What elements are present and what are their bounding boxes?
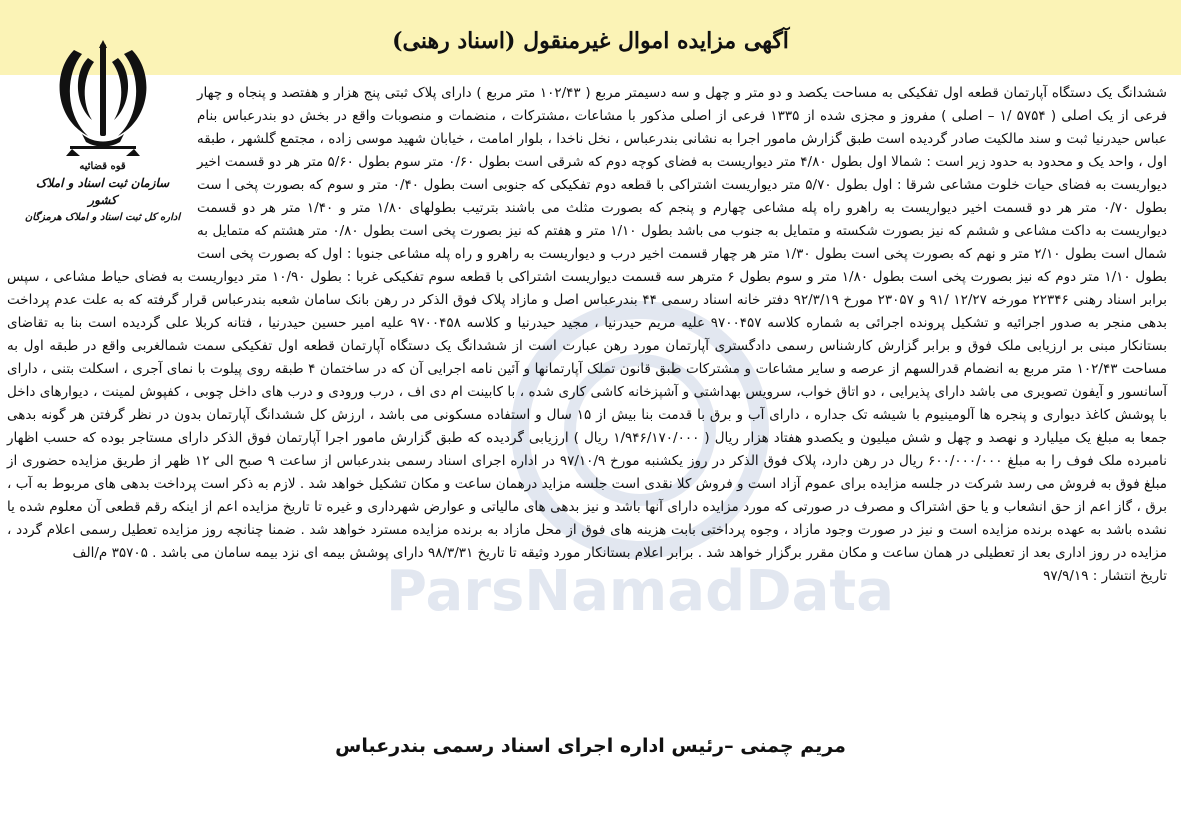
emblem-caption-organization: سازمان ثبت اسناد و املاک کشور [35, 176, 170, 207]
emblem-caption-judiciary: قوه قضائیه [79, 161, 126, 172]
emblem-caption-office: اداره کل ثبت اسناد و املاک هرمزگان [24, 212, 181, 223]
watermark-text: ParsNamadData [386, 559, 894, 624]
notice-title: آگهی مزایده اموال غیرمنقول (اسناد رهنی) [392, 28, 789, 54]
emblem-spacer [7, 82, 197, 260]
notice-body [7, 82, 1167, 712]
notice-paragraph: ششدانگ یک دستگاه آپارتمان قطعه اول تفکیکی به مساحت یکصد و دو متر و چهل و سه دسیمتر مربع ( ۱۰۲/۴۳ متر مربع ) دارای پلاک ثبتی پنج هزار و هفتصد و پنجاه و چهار فرعی از یک اصلی ( ۵۷۵۴ /۱ – اصلی ) مفروز و مجزی شده از ۱۳۳۵ فرعی از اصلی مذکور با مشاعات ،مشترکات ، منضمات و منصوبات واقع در بخش دو بندرعباس بنام عباس حیدرنیا ثبت و سند مالکیت صادر گردیده است طبق گزارش مامور اجرا به نشانی بندرعباس ، نخل ناخدا ، بلوار امامت ، خیابان شهید موسی زاده ، مجتمع گلشهر ، طبقه اول ، واحد یک و محدود به حدود زیر است : شمالا اول بطول ۴/۸۰ متر دیواریست به فضای کوچه دوم که شرقی است بطول ۰/۶۰ متر سوم بطول ۵/۶۰ متر هر دو قسمت اخیر دیواریست به فضای حیات خلوت مشاعی شرقا : اول بطول ۵/۷۰ متر دیواریست اشتراکی با قطعه دوم تفکیکی که جنوبی است بطول ۰/۴۰ متر و سوم که بصورت پخی ا ست بطول ۰/۷۰ متر هر دو قسمت اخیر دیواریست به راهرو راه پله مشاعی چهارم و پنجم که بصورت مثلث می باشند بترتیب بطولهای ۱/۸۰ متر و ۱/۴۰ متر هر دو قسمت دیواریست به داکت مشاعی و ششم که نیز بصورت شکسته و متمایل به جنوب می باشد بطول ۱/۱۰ متر و هفتم که نیز بصورت پخی است بطول ۰/۸۰ متر هشتم که متمایل به شمال است بطول ۲/۱۰ متر و نهم که بصورت پخی است بطول ۱/۳۰ متر هر چهار قسمت اخیر درب و دیواریست به راهرو و راه پله مشاعی جنوبا : اول که بصورت پخی است بطول ۱/۱۰ متر دوم که نیز بصورت پخی است بطول ۱/۸۰ متر و سوم بطول ۶ مترهر سه قسمت دیواریست اشتراکی با قطعه سوم تفکیکی غربا : بطول ۱۰/۹۰ متر دیواریست به فضای حیاط مشاعی ، سپس برابر اسناد رهنی ۲۲۳۴۶ مورخه ۱۲/۲۷ /۹۱ و ۲۳۰۵۷ مورخ ۹۲/۳/۱۹ دفتر خانه اسناد رسمی ۴۴ بندرعباس اصل و مازاد پلاک فوق الذکر در رهن بانک سامان شعبه بندرعباس قرار گرفته که به علت عدم پرداخت بدهی منجر به صدور اجرائیه و تشکیل پرونده اجرائی به شماره کلاسه ۹۷۰۰۴۵۷ علیه مریم حیدرنیا ، مجید حیدرنیا و کلاسه ۹۷۰۰۴۵۸ علیه امیر حسین حیدرنیا ، فتانه کربلا علی گردیده است بنا به تقاضای بستانکار مبنی بر ارزیابی ملک فوق و برابر گزارش کارشناس رسمی دادگستری آپارتمان مورد رهن عبارت است از ششدانگ یک دستگاه آپارتمان قطعه اول تفکیکی سمت شمالغربی واقع در طبقه اول به مساحت ۱۰۲/۴۳ متر مربع به انضمام قدرالسهم از عرصه و سایر مشاعات و مشترکات طبق قانون تملک آپارتمانها و آئین نامه اجرایی آن که در ساختمان ۴ طبقه روی پیلوت با نمای آجری ، اسکلت بتنی ، دارای آسانسور و آیفون تصویری می باشد دارای پذیرایی ، دو اتاق خواب، سرویس بهداشتی و آشپزخانه کاشی کاری شده ، با کابینت ام دی اف ، درب ورودی و درب های داخل چوبی ، کفپوش لمینت ، دیوارهای داخل با پوشش کاغذ دیواری و پنجره ها آلومینیوم با شیشه تک جداره ، دارای آب و برق با قدمت بنا بیش از ۱۵ سال و استفاده مسکونی می باشد ، ارزش کل ششدانگ آپارتمان بدون در نظر گرفتن هر گونه بدهی جمعا به مبلغ یک میلیارد و نهصد و چهل و شش میلیون و یکصدو هفتاد هزار ریال ( ۱/۹۴۶/۱۷۰/۰۰۰ ریال ) ارزیابی گردیده که طبق گزارش مامور اجرا آپارتمان فوق الذکر دارای مستاجر بوده که حسب اظهار نامبرده ملک فوف را به مبلغ ۶۰۰/۰۰۰/۰۰۰ ریال در رهن دارد، پلاک فوق الذکر در روز یکشنبه مورخ ۹۷/۱۰/۹ در اداره اجرای اسناد رسمی بندرعباس از ساعت ۹ صبح الی ۱۲ ظهر از طریق مزایده حضوری از مبلغ فوق به فروش می رسد شرکت در جلسه مزایده برای عموم آزاد است و فروش کلا نقدی است جلسه مزاید درهمان ساعت و مکان تشکیل خواهد شد . لازم به ذکر است پرداخت بدهی های مربوط به آب ، برق ، گاز اعم از حق انشعاب و یا حق اشتراک و مصرف در صورتی که مورد مزایده دارای آنها باشد و نیز بدهی های مالیاتی و عوارض شهرداری و غیره تا تاریخ مزایده اعم از اینکه رقم قطعی آن معلوم شده یا نشده باشد به عهده برنده مزایده است و نیز در صورت وجود مازاد ، وجوه پرداختی بابت هزینه های فوق از محل مازاد به برنده مزایده مسترد خواهد شد . ضمنا چنانچه روز مزایده تعطیل رسمی اعلام گردد ، مزایده در روز اداری بعد از تعطیلی در همان ساعت و مکان مقرر برگزار خواهد شد . برابر اعلام بستانکار مورد وثیقه تا تاریخ ۹۸/۳/۳۱ دارای پوشش بیمه ای نزد بیمه سامان می باشد . ۳۵۷۰۵ م/الف [7, 85, 1168, 561]
signature-line: مریم چمنی –رئیس اداره اجرای اسناد رسمی بندرعباس [335, 735, 846, 757]
publish-date: تاریخ انتشار : ۹۷/۹/۱۹ [1043, 568, 1167, 584]
